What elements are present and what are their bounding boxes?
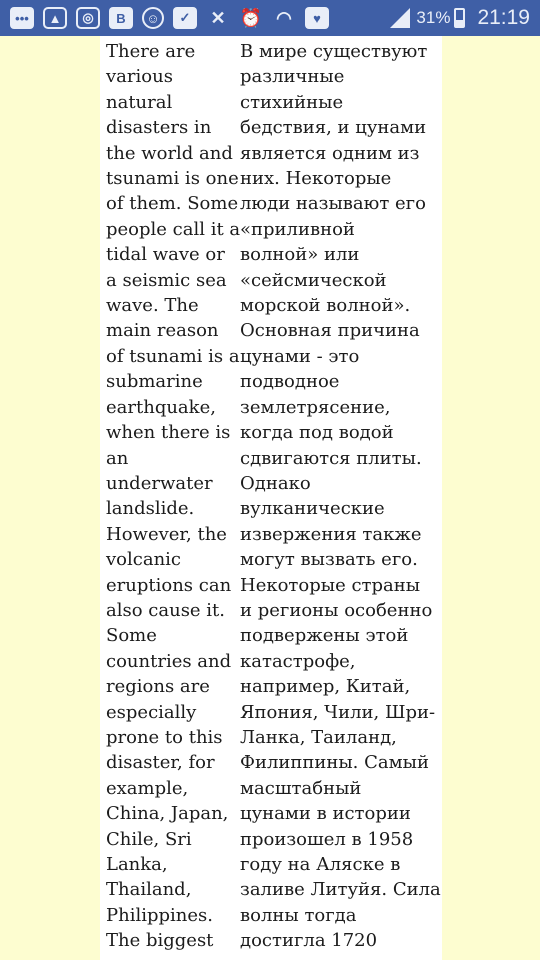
text-line: достигла 1720	[240, 930, 378, 952]
b-app-icon: B	[109, 7, 133, 29]
clock: 21:19	[477, 6, 530, 29]
text-line: бедствия, и цунами	[240, 117, 427, 139]
system-indicators	[390, 0, 530, 36]
text-line: landslide.	[106, 498, 195, 520]
text-line: There are	[106, 41, 196, 62]
heart-icon: ♥	[305, 7, 329, 29]
text-line: землетрясение,	[240, 396, 391, 418]
text-line: и регионы особенно	[240, 599, 433, 621]
text-line: the world and	[106, 142, 233, 164]
text-line: морской волной».	[240, 295, 411, 317]
text-line: Chile, Sri	[106, 828, 192, 850]
text-line: извержения также	[240, 523, 422, 545]
alarm-icon: ⏰	[239, 7, 263, 28]
status-bar	[0, 0, 540, 36]
text-line: Ланка, Таиланд,	[240, 726, 397, 748]
text-line: people call it a	[106, 218, 241, 240]
text-line: The biggest	[106, 930, 214, 952]
text-line: example,	[106, 777, 189, 799]
text-line: regions are	[106, 676, 210, 698]
text-line: also cause it.	[106, 599, 226, 621]
text-line: подводное	[240, 371, 340, 393]
text-line: main reason	[106, 320, 219, 342]
text-line: disasters in	[106, 117, 212, 139]
text-line: В мире существуют	[240, 41, 428, 62]
wifi-icon: ◠	[276, 7, 292, 28]
text-line: Некоторые страны	[240, 574, 421, 596]
text-line: earthquake,	[106, 396, 216, 418]
text-line: Thailand,	[106, 879, 192, 901]
text-line: Основная причина	[240, 320, 420, 342]
text-line: них. Некоторые	[240, 168, 392, 190]
text-line: a seismic sea	[106, 269, 227, 291]
notification-icons	[10, 0, 338, 36]
text-line: произошел в 1958	[240, 828, 414, 850]
english-text-column	[106, 39, 240, 954]
text-line: вулканические	[240, 498, 385, 520]
text-line: especially	[106, 701, 197, 723]
russian-text-column	[240, 39, 441, 954]
text-line: волной» или	[240, 244, 360, 266]
text-line: Однако	[240, 472, 311, 494]
text-line: Some	[106, 625, 157, 647]
text-line: disaster, for	[106, 752, 215, 774]
text-line: eruptions can	[106, 574, 232, 596]
text-line: году на Аляске в	[240, 854, 401, 875]
text-line: tsunami is one	[106, 168, 239, 190]
battery-icon	[454, 8, 465, 28]
text-line: China, Japan,	[106, 803, 229, 825]
text-line: могут вызвать его.	[240, 549, 418, 571]
text-line: сдвигаются плиты.	[240, 447, 422, 469]
clipboard-check-icon: ✓	[173, 7, 197, 29]
gallery-icon: ▲	[43, 7, 67, 29]
text-line: submarine	[106, 371, 203, 393]
text-line: когда под водой	[240, 422, 394, 444]
text-line: prone to this	[106, 726, 223, 748]
text-line: «приливной	[240, 218, 355, 240]
chat-bubble-icon: •••	[10, 7, 34, 29]
text-line: различные	[240, 66, 345, 88]
mute-icon: ✕	[210, 7, 226, 28]
text-line: when there is	[106, 422, 231, 444]
text-line: underwater	[106, 472, 213, 494]
text-line: цунами в истории	[240, 803, 411, 825]
text-line: an	[106, 447, 129, 469]
text-line: волны тогда	[240, 904, 357, 926]
text-line: tidal wave or	[106, 244, 225, 266]
text-line: wave. The	[106, 295, 199, 317]
text-line: подвержены этой	[240, 625, 409, 647]
text-line: стихийные	[240, 91, 344, 113]
text-line: countries and	[106, 650, 232, 672]
text-line: of tsunami is a	[106, 345, 240, 367]
text-line: various	[106, 66, 173, 88]
text-line: заливе Литуйя. Сила	[240, 879, 441, 901]
document-page	[100, 36, 442, 960]
text-line: However, the	[106, 523, 227, 545]
text-line: например, Китай,	[240, 676, 411, 698]
text-line: «сейсмической	[240, 269, 387, 291]
text-line: Япония, Чили, Шри-	[240, 701, 436, 723]
instagram-icon: ◎	[76, 7, 100, 29]
text-line: Филиппины. Самый	[240, 752, 429, 774]
text-line: Lanka,	[106, 854, 168, 875]
text-line: volcanic	[106, 549, 182, 571]
battery-percent: 31%	[416, 8, 451, 27]
text-line: является одним из	[240, 142, 420, 164]
text-line: Philippines.	[106, 904, 213, 926]
text-line: катастрофе,	[240, 650, 356, 672]
signal-icon	[390, 8, 410, 28]
text-line: natural	[106, 91, 173, 113]
text-line: масштабный	[240, 777, 362, 799]
text-line: цунами - это	[240, 345, 360, 367]
text-line: of them. Some	[106, 193, 239, 215]
text-line: люди называют его	[240, 193, 426, 215]
shield-icon: ☺	[142, 7, 164, 29]
